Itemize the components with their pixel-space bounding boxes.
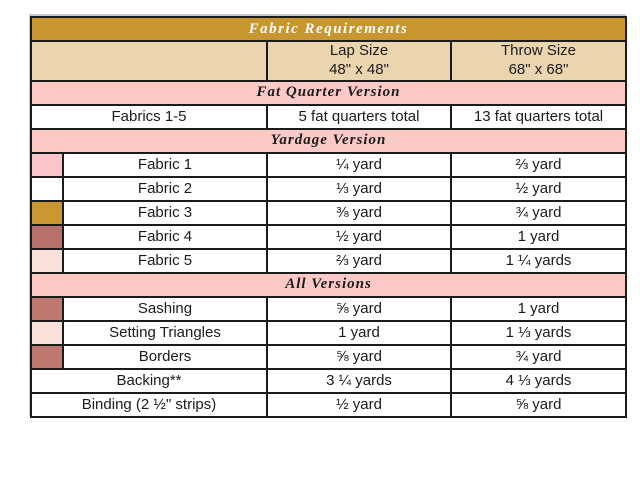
- table-row: [31, 393, 626, 417]
- lap-value: ⅜ yard: [267, 201, 451, 225]
- lap-value: ⅝ yard: [267, 297, 451, 321]
- col-header-blank: [31, 41, 267, 81]
- lap-value: ⅝ yard: [267, 345, 451, 369]
- fabric-swatch: [31, 249, 63, 273]
- throw-value: 13 fat quarters total: [451, 105, 626, 129]
- fabric-swatch: [31, 177, 63, 201]
- fabric-swatch: [31, 345, 63, 369]
- row-label: Fabric 3: [63, 201, 267, 225]
- table-title: Fabric Requirements: [31, 17, 626, 41]
- lap-value: ¼ yard: [267, 153, 451, 177]
- row-label: Fabric 1: [63, 153, 267, 177]
- lap-value: ⅓ yard: [267, 177, 451, 201]
- throw-size-label: Throw Size: [500, 42, 577, 59]
- section-header-row: [31, 129, 626, 153]
- section-header-row: [31, 81, 626, 105]
- throw-value: ¾ yard: [451, 345, 626, 369]
- row-label: Fabric 5: [63, 249, 267, 273]
- section-header-row: [31, 273, 626, 297]
- row-label: Fabric 4: [63, 225, 267, 249]
- throw-value: 1 ⅓ yards: [451, 321, 626, 345]
- row-label: Binding (2 ½" strips): [31, 393, 267, 417]
- lap-value: ½ yard: [267, 393, 451, 417]
- lap-value: 5 fat quarters total: [267, 105, 451, 129]
- fabric-swatch: [31, 225, 63, 249]
- fabric-swatch: [31, 153, 63, 177]
- row-label: Fabrics 1-5: [31, 105, 267, 129]
- lap-value: 3 ¼ yards: [267, 369, 451, 393]
- throw-value: 4 ⅓ yards: [451, 369, 626, 393]
- fabric-swatch: [31, 201, 63, 225]
- throw-value: 1 ¼ yards: [451, 249, 626, 273]
- fabric-swatch: [31, 321, 63, 345]
- table-row: [31, 153, 626, 177]
- table-row: [31, 225, 626, 249]
- col-header-lap: [267, 41, 451, 81]
- section-header-fat-quarter: Fat Quarter Version: [31, 81, 626, 105]
- fabric-requirements-table: [30, 16, 627, 418]
- table-row: [31, 345, 626, 369]
- lap-value: 1 yard: [267, 321, 451, 345]
- lap-size-dimensions: 48" x 48": [329, 60, 389, 78]
- lap-size-label: Lap Size: [329, 42, 389, 59]
- row-label: Backing**: [31, 369, 267, 393]
- throw-value: ⅔ yard: [451, 153, 626, 177]
- section-header-yardage: Yardage Version: [31, 129, 626, 153]
- throw-value: 1 yard: [451, 225, 626, 249]
- lap-value: ⅔ yard: [267, 249, 451, 273]
- fabric-swatch: [31, 297, 63, 321]
- row-label: Borders: [63, 345, 267, 369]
- section-header-all-versions: All Versions: [31, 273, 626, 297]
- throw-value: ¾ yard: [451, 201, 626, 225]
- row-label: Fabric 2: [63, 177, 267, 201]
- table-row: [31, 321, 626, 345]
- table-row: [31, 177, 626, 201]
- col-header-throw: [451, 41, 626, 81]
- throw-value: ⅝ yard: [451, 393, 626, 417]
- table-row: [31, 297, 626, 321]
- throw-value: ½ yard: [451, 177, 626, 201]
- table-row: [31, 201, 626, 225]
- column-header-row: [31, 41, 626, 81]
- row-label: Setting Triangles: [63, 321, 267, 345]
- table-row: [31, 369, 626, 393]
- throw-value: 1 yard: [451, 297, 626, 321]
- row-label: Sashing: [63, 297, 267, 321]
- table-row: [31, 249, 626, 273]
- table-title-row: [31, 17, 626, 41]
- throw-size-dimensions: 68" x 68": [508, 60, 569, 78]
- lap-value: ½ yard: [267, 225, 451, 249]
- table-row: [31, 105, 626, 129]
